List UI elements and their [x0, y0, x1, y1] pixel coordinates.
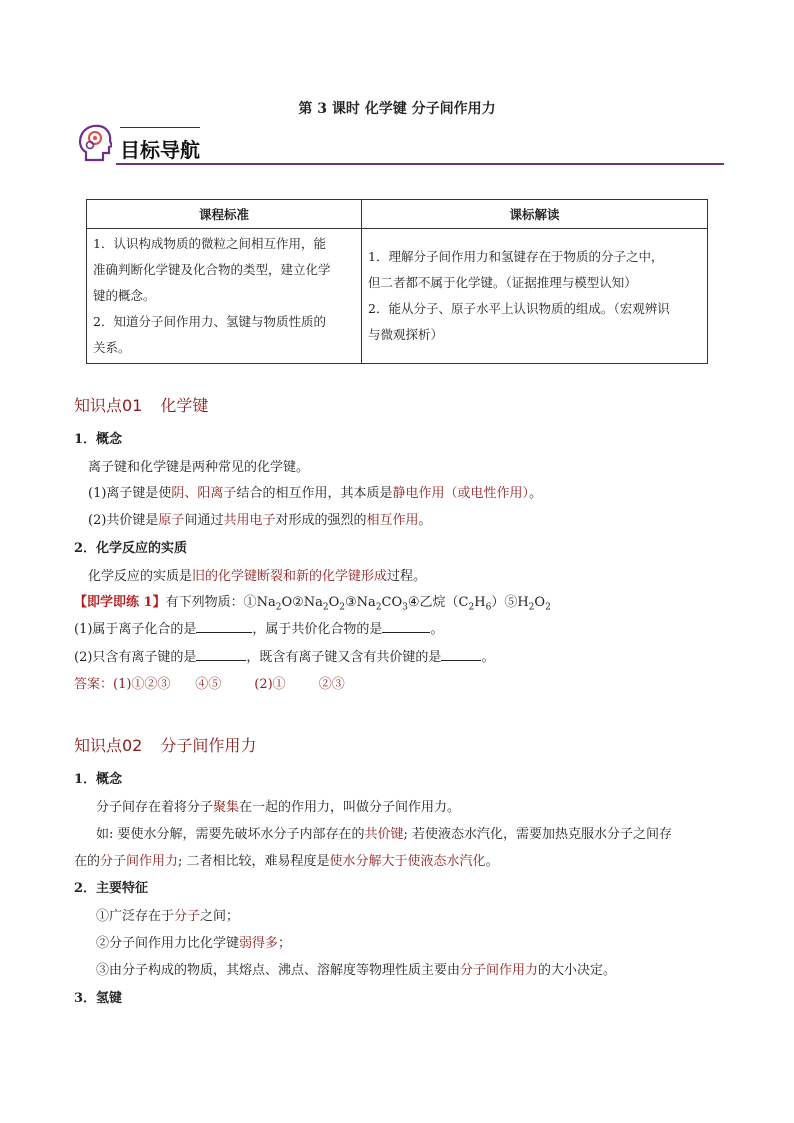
- question-1: (1)属于离子化合的是 ，属于共价化合物的是 。: [74, 622, 444, 637]
- target-navigation-banner: [78, 120, 724, 166]
- answer-blank[interactable]: [441, 648, 481, 661]
- banner-top-line: [120, 127, 200, 128]
- table-header-interpretation: 课标解读: [362, 200, 708, 229]
- section-heading: 3．氢键: [74, 991, 123, 1006]
- banner-label: 目标导航: [120, 138, 200, 162]
- feature-item: ②分子间作用力比化学键弱得多；: [96, 936, 292, 951]
- paragraph: (1)离子键是使阴、阳离子结合的相互作用，其本质是静电作用（或电性作用）。: [88, 486, 542, 501]
- table-header-standard: 课程标准: [87, 200, 362, 229]
- curriculum-standard-table: [86, 199, 708, 364]
- answer-blank[interactable]: [382, 620, 430, 633]
- paragraph: 分子间存在着将分子聚集在一起的作用力，叫做分子间作用力。: [96, 800, 461, 815]
- answer-blank[interactable]: [196, 620, 252, 633]
- feature-item: ①广泛存在于分子之间；: [96, 909, 240, 924]
- page-title: 第 3 课时 化学键 分子间作用力: [298, 101, 496, 117]
- paragraph: 离子键和化学键是两种常见的化学键。: [88, 460, 310, 475]
- section-heading: 1．概念: [74, 432, 123, 447]
- head-gears-icon: [78, 124, 112, 162]
- table-cell-interpretation: 1．理解分子间作用力和氢键存在于物质的分子之中， 但二者都不属于化学键。（证据推理与模型认知） 2．能从分子、原子水平上认识物质的组成。（宏观辨识 与微观探析）: [362, 229, 708, 364]
- paragraph: 在的分子间作用力; 二者相比较，难易程度是使水分解大于使液态水汽化。: [74, 854, 499, 869]
- paragraph: (2)共价键是原子间通过共用电子对形成的强烈的相互作用。: [88, 513, 432, 528]
- knowledge-point-01-heading: 知识点01 化学键: [74, 396, 209, 415]
- section-heading: 2．主要特征: [74, 881, 149, 896]
- answer-line: 答案：(1)①②③ ④⑤ (2)① ②③: [74, 677, 345, 692]
- banner-divider: [116, 163, 724, 165]
- paragraph: 化学反应的实质是旧的化学键断裂和新的化学键形成过程。: [88, 569, 427, 584]
- feature-item: ③由分子构成的物质，其熔点、沸点、溶解度等物理性质主要由分子间作用力的大小决定。: [96, 963, 617, 978]
- exercise-line: 【即学即练 1】有下列物质：$①Na_2O②Na_2O_2③Na_2CO_3④$乙烷$(C_2H_6)⑤H_2O_2$: [74, 595, 551, 613]
- knowledge-point-02-heading: 知识点02 分子间作用力: [74, 736, 257, 755]
- paragraph: 如: 要使水分解，需要先破坏水分子内部存在的共价键; 若使液态水汽化，需要加热克服水分子之间存: [96, 827, 673, 842]
- question-2: (2)只含有离子键的是 ，既含有离子键又含有共价键的是 。: [74, 650, 495, 665]
- section-heading: 2．化学反应的实质: [74, 541, 188, 556]
- answer-blank[interactable]: [196, 648, 246, 661]
- section-heading: 1．概念: [74, 772, 123, 787]
- table-cell-standard: 1．认识构成物质的微粒之间相互作用，能 准确判断化学键及化合物的类型，建立化学 键的概念。 2．知道分子间作用力、氢键与物质性质的 关系。: [87, 229, 362, 364]
